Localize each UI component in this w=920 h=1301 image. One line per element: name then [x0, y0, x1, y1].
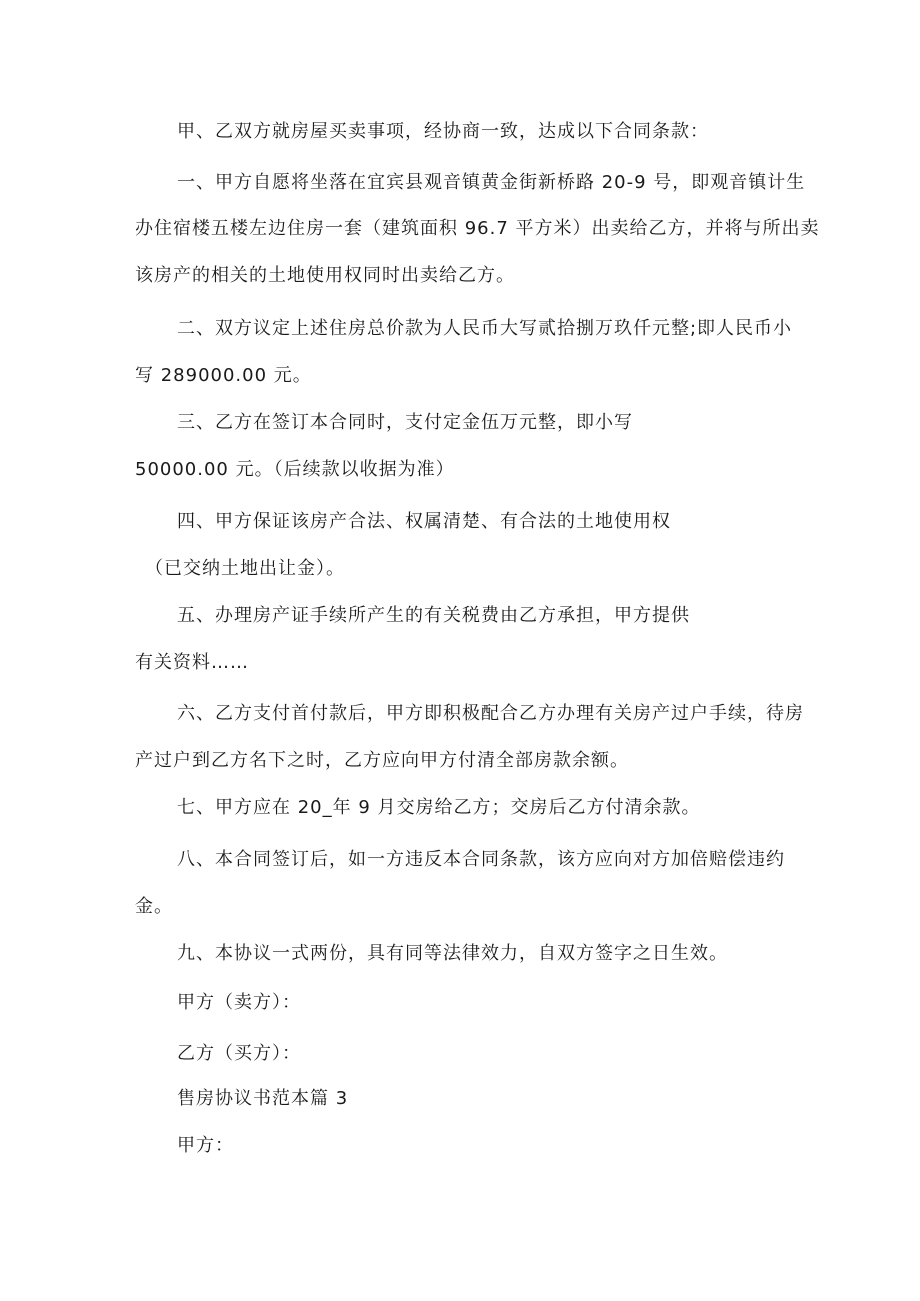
section-heading: 售房协议书范本篇 3: [177, 1088, 349, 1109]
clause-9: 九、本协议一式两份，具有同等法律效力，自双方签字之日生效。: [177, 943, 728, 964]
clause-2-line-2: 写 289000.00 元。: [135, 365, 312, 386]
clause-2-line-1: 二、双方议定上述住房总价款为人民币大写贰拾捌万玖仟元整;即人民币小: [177, 318, 793, 339]
clause-4-line-2: （已交纳土地出让金）。: [145, 558, 345, 579]
party-a-label: 甲方：: [177, 1135, 234, 1156]
clause-3-line-1: 三、乙方在签订本合同时，支付定金伍万元整，即小写: [177, 412, 633, 433]
clause-6-line-2: 产过户到乙方名下之时，乙方应向甲方付清全部房款余额。: [135, 750, 629, 771]
party-b-buyer-label: 乙方（买方）：: [177, 1043, 301, 1064]
clause-4-line-1: 四、甲方保证该房产合法、权属清楚、有合法的土地使用权: [177, 511, 671, 532]
clause-3-line-2: 50000.00 元。（后续款以收据为准）: [135, 459, 455, 480]
clause-8-line-2: 金。: [135, 896, 173, 917]
clause-7: 七、甲方应在 20_年 9 月交房给乙方；交房后乙方付清余款。: [177, 797, 701, 818]
clause-8-line-1: 八、本合同签订后，如一方违反本合同条款，该方应向对方加倍赔偿违约: [177, 849, 785, 870]
party-a-seller-label: 甲方（卖方）：: [177, 992, 301, 1013]
paragraph-intro: 甲、乙双方就房屋买卖事项，经协商一致，达成以下合同条款：: [177, 121, 709, 142]
clause-6-line-1: 六、乙方支付首付款后，甲方即积极配合乙方办理有关房产过户手续，待房: [177, 703, 804, 724]
clause-5-line-1: 五、办理房产证手续所产生的有关税费由乙方承担，甲方提供: [177, 605, 690, 626]
clause-5-line-2: 有关资料……: [135, 652, 249, 673]
clause-1-line-2: 办住宿楼五楼左边住房一套（建筑面积 96.7 平方米）出卖给乙方，并将与所出卖: [135, 218, 820, 239]
clause-1-line-3: 该房产的相关的土地使用权同时出卖给乙方。: [135, 265, 515, 286]
clause-1-line-1: 一、甲方自愿将坐落在宜宾县观音镇黄金街新桥路 20-9 号，即观音镇计生: [177, 172, 806, 193]
